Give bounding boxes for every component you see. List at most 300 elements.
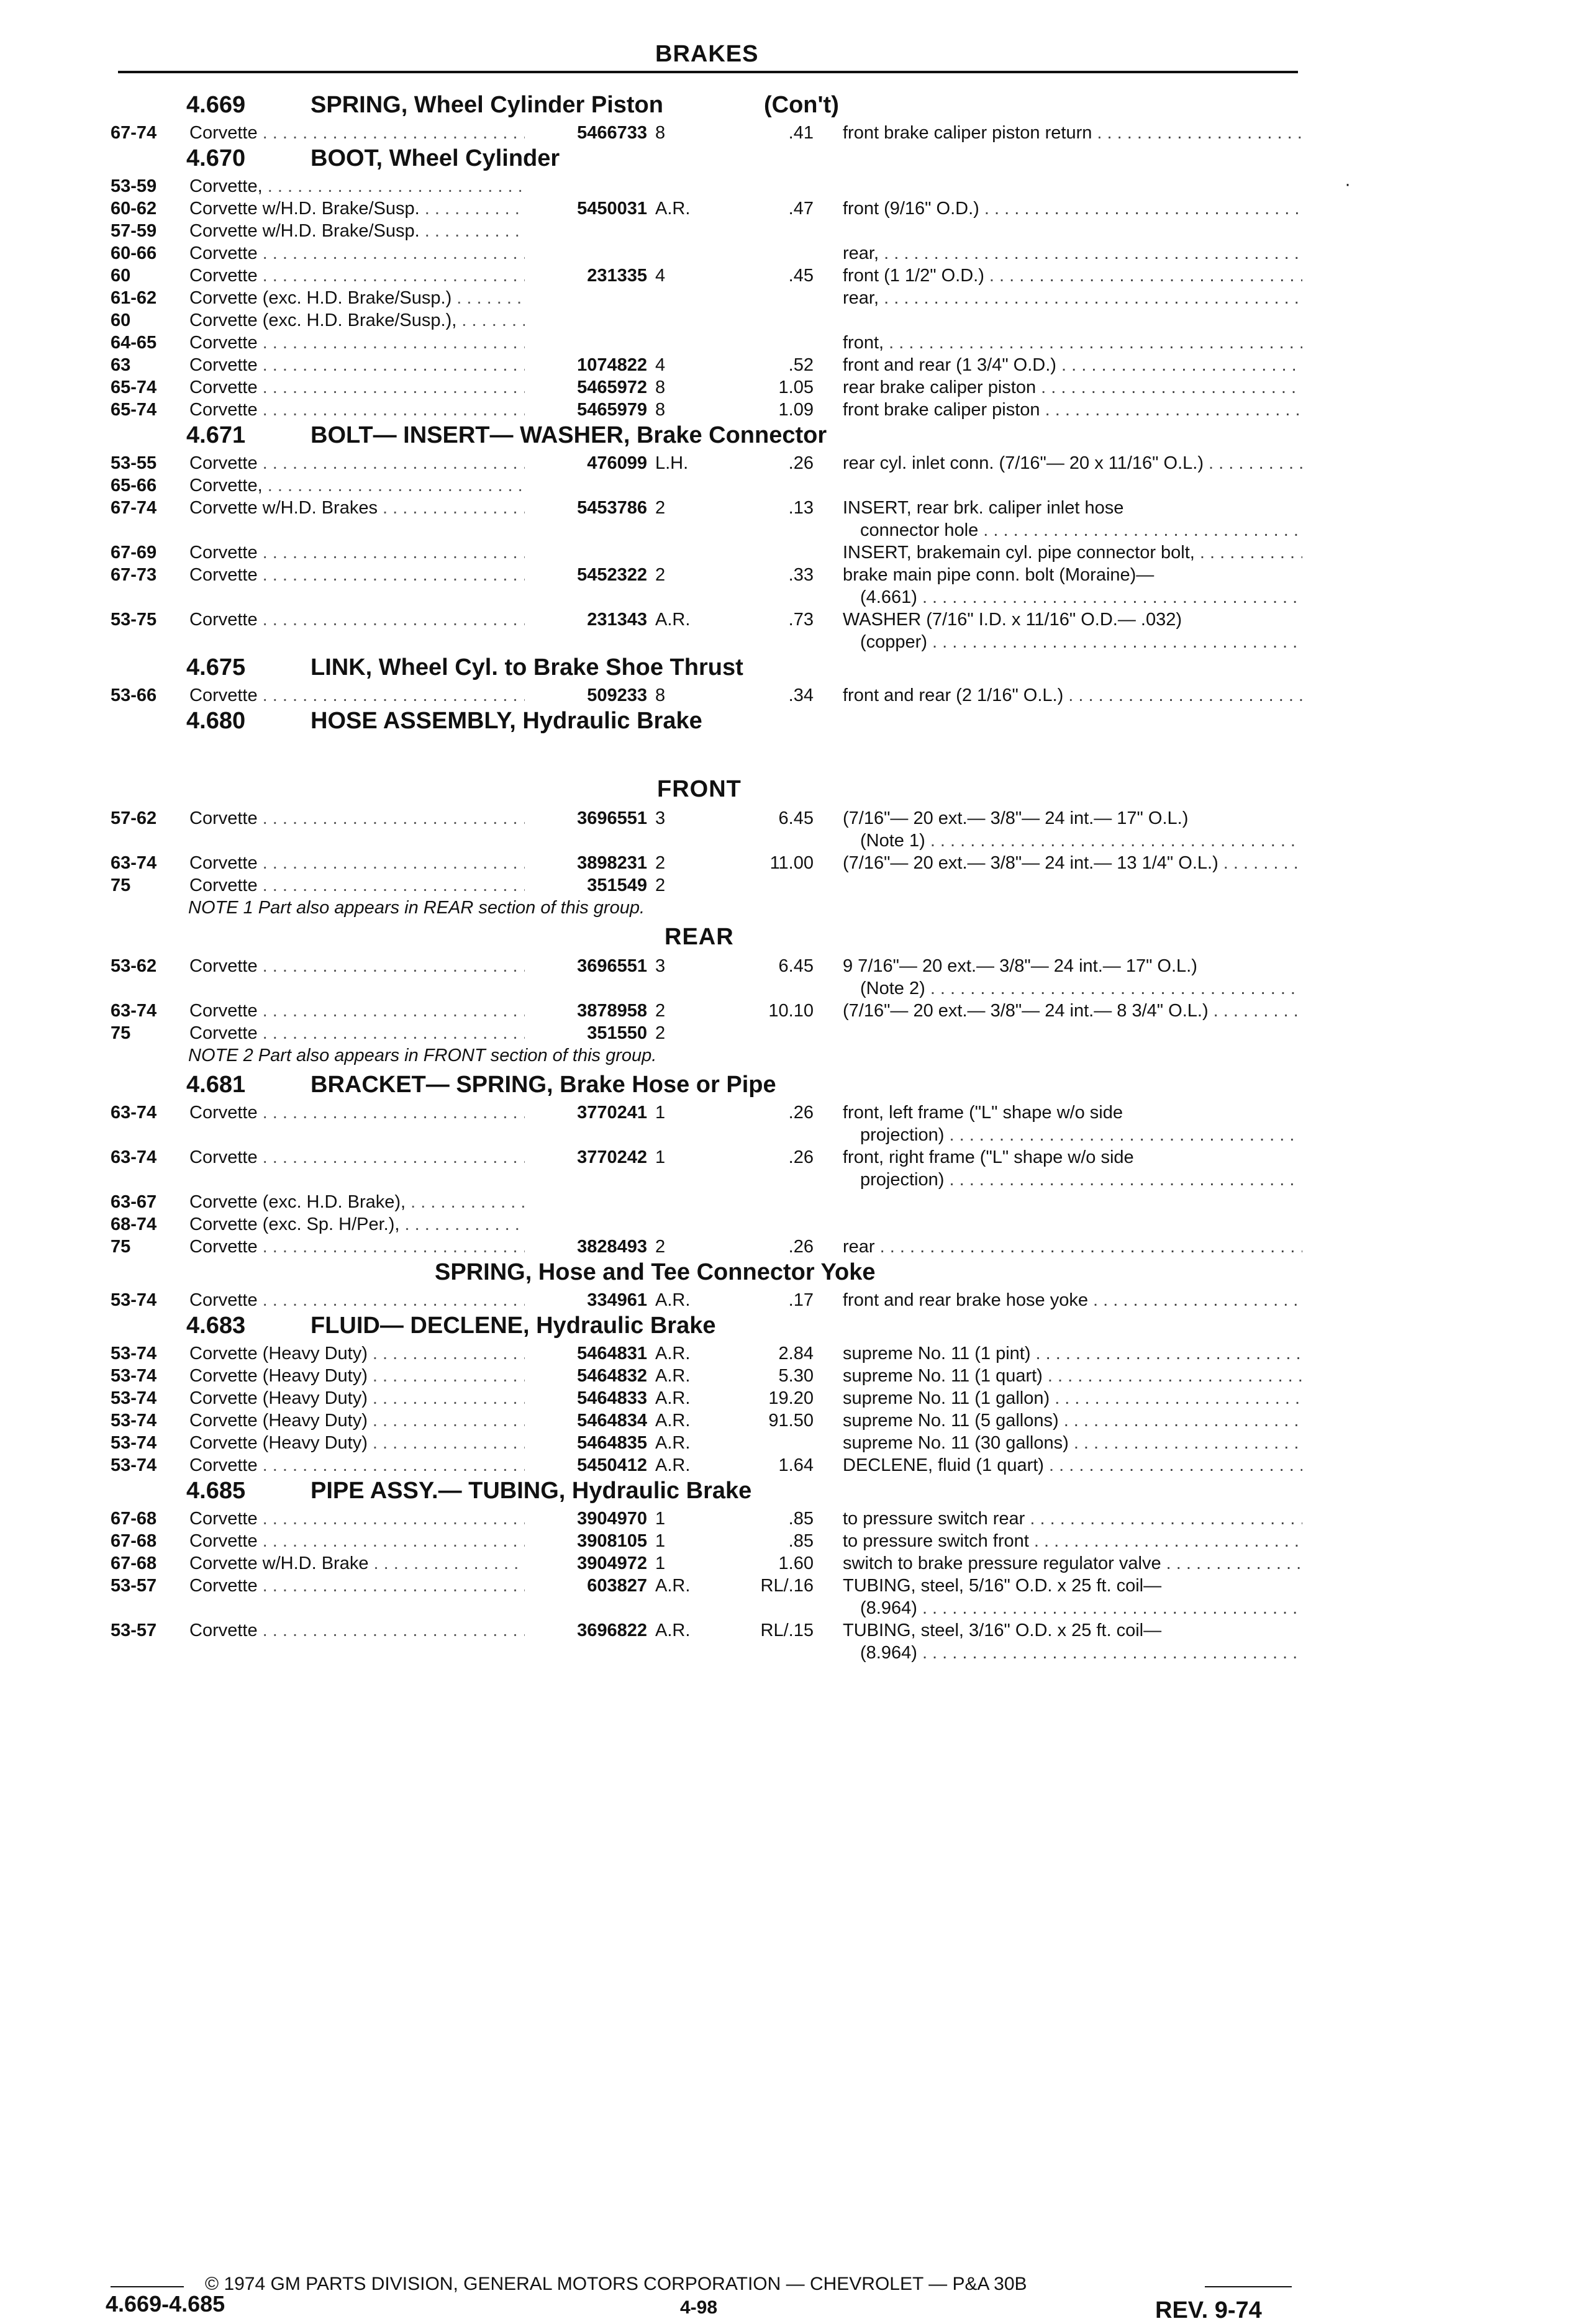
quantity: 2 (655, 565, 666, 585)
section-title: SPRING, Hose and Tee Connector Yoke (435, 1259, 876, 1285)
table-row (0, 1344, 1570, 1365)
table-row (0, 808, 1570, 830)
part-number: 3770241 (577, 1103, 647, 1123)
section-number: 4.685 (186, 1478, 246, 1504)
part-number: 5464831 (577, 1344, 647, 1363)
description: front, . . . (843, 333, 1302, 353)
year-range: 53-75 (111, 610, 157, 630)
footer-range: 4.669-4.685 (106, 2291, 225, 2317)
table-row (0, 1366, 1570, 1387)
price: 1.60 (778, 1553, 814, 1573)
model: Corvette (exc. H.D. Brake/Susp.) . . . (189, 288, 525, 309)
table-row (0, 333, 1570, 354)
table-row (0, 1433, 1570, 1454)
year-range: 75 (111, 1237, 131, 1257)
part-number: 5465979 (577, 400, 647, 420)
table-row (0, 1411, 1570, 1432)
part-number: 603827 (587, 1576, 647, 1596)
part-number: 1074822 (577, 355, 647, 375)
table-row (0, 685, 1570, 707)
table-row (0, 853, 1570, 874)
part-number: 5450412 (577, 1455, 647, 1475)
description: rear brake caliper piston . . . (843, 378, 1302, 398)
description: supreme No. 11 (30 gallons) . . . (843, 1433, 1302, 1454)
table-row (0, 378, 1570, 399)
section-heading (0, 654, 1570, 683)
description: brake main pipe conn. bolt (Moraine)— (843, 565, 1155, 585)
year-range: 53-57 (111, 1621, 157, 1640)
part-number: 351550 (587, 1023, 647, 1043)
table-row (0, 1001, 1570, 1022)
quantity: A.R. (655, 199, 691, 219)
description: (7/16"— 20 ext.— 3/8"— 24 int.— 13 1/4" O.L.) . . . (843, 853, 1302, 874)
description: to pressure switch front . . . (843, 1531, 1302, 1552)
footnote: NOTE 2 Part also appears in FRONT section of this group. (188, 1046, 657, 1065)
price: .41 (788, 123, 814, 143)
footer-revision: REV. 9-74 (1155, 2297, 1262, 2323)
subgroup-label: FRONT (657, 776, 742, 802)
section-heading (0, 1478, 1570, 1506)
description-continued: projection) . . . (860, 1170, 1301, 1190)
part-number: 5453786 (577, 498, 647, 518)
description: TUBING, steel, 3/16" O.D. x 25 ft. coil— (843, 1621, 1162, 1640)
model: Corvette (exc. Sp. H/Per.), . . . (189, 1214, 525, 1235)
description: (7/16"— 20 ext.— 3/8"— 24 int.— 8 3/4" O.L.) . . . (843, 1001, 1302, 1021)
price: .45 (788, 266, 814, 286)
footer-rule-left (111, 2286, 184, 2287)
year-range: 67-68 (111, 1531, 157, 1551)
description: (7/16"— 20 ext.— 3/8"— 24 int.— 17" O.L.) (843, 808, 1189, 828)
model: Corvette (Heavy Duty) . . . (189, 1411, 525, 1431)
year-range: 60-62 (111, 199, 157, 219)
year-range: 67-69 (111, 543, 157, 563)
year-range: 63 (111, 355, 131, 375)
price: 5.30 (778, 1366, 814, 1386)
section-heading (0, 92, 1570, 120)
quantity: A.R. (655, 1290, 691, 1310)
quantity: 3 (655, 956, 666, 976)
quantity: 8 (655, 123, 666, 143)
speck-mark: · (1345, 174, 1351, 194)
model: Corvette . . . (189, 1023, 525, 1044)
table-row (0, 1531, 1570, 1552)
model: Corvette w/H.D. Brake/Susp. . . . (189, 199, 525, 219)
quantity: A.R. (655, 1576, 691, 1596)
year-range: 63-74 (111, 1147, 157, 1167)
model: Corvette (Heavy Duty) . . . (189, 1433, 525, 1454)
part-number: 3696822 (577, 1621, 647, 1640)
model: Corvette . . . (189, 543, 525, 563)
description: front brake caliper piston . . . (843, 400, 1302, 420)
footer-page-number: 4-98 (680, 2297, 718, 2318)
quantity: 8 (655, 378, 666, 397)
table-row (0, 400, 1570, 421)
table-row (0, 266, 1570, 287)
part-number: 5464832 (577, 1366, 647, 1386)
model: Corvette . . . (189, 808, 525, 829)
model: Corvette . . . (189, 685, 525, 706)
price: RL/.15 (760, 1621, 814, 1640)
price: 1.05 (778, 378, 814, 397)
price: 10.10 (768, 1001, 814, 1021)
description: supreme No. 11 (1 gallon) . . . (843, 1388, 1302, 1409)
part-number: 231343 (587, 610, 647, 630)
year-range: 65-74 (111, 378, 157, 397)
price: .34 (788, 685, 814, 705)
year-range: 53-74 (111, 1344, 157, 1363)
description-continued: (8.964) . . . (860, 1643, 1301, 1663)
year-range: 64-65 (111, 333, 157, 353)
year-range: 53-62 (111, 956, 157, 976)
footer-copyright: © 1974 GM PARTS DIVISION, GENERAL MOTORS CORPORATION — CHEVROLET — P&A 30B (205, 2274, 1027, 2294)
year-range: 67-74 (111, 123, 157, 143)
table-row (0, 1509, 1570, 1530)
section-title: BOOT, Wheel Cylinder (311, 145, 560, 171)
model: Corvette (Heavy Duty) . . . (189, 1344, 525, 1364)
section-number: 4.669 (186, 92, 246, 118)
model: Corvette . . . (189, 378, 525, 398)
description: rear . . . (843, 1237, 1302, 1257)
year-range: 53-57 (111, 1576, 157, 1596)
quantity: 4 (655, 266, 666, 286)
part-number: 351549 (587, 875, 647, 895)
subgroup-label: REAR (665, 924, 734, 950)
model: Corvette . . . (189, 453, 525, 474)
quantity: A.R. (655, 1455, 691, 1475)
table-row (0, 243, 1570, 265)
part-number: 5465972 (577, 378, 647, 397)
year-range: 53-74 (111, 1366, 157, 1386)
model: Corvette . . . (189, 956, 525, 977)
year-range: 65-66 (111, 476, 157, 495)
section-continued: (Con't) (764, 92, 839, 118)
year-range: 53-66 (111, 685, 157, 705)
header-rule (118, 71, 1298, 73)
year-range: 67-68 (111, 1509, 157, 1529)
part-number: 3770242 (577, 1147, 647, 1167)
footer-rule-right (1205, 2286, 1292, 2287)
model: Corvette . . . (189, 1001, 525, 1021)
model: Corvette . . . (189, 1455, 525, 1476)
description: front (9/16" O.D.) . . . (843, 199, 1302, 219)
table-row (0, 1192, 1570, 1213)
description-continued: (4.661) . . . (860, 587, 1301, 608)
part-number: 5466733 (577, 123, 647, 143)
table-row (0, 1147, 1570, 1169)
model: Corvette, . . . (189, 476, 525, 496)
year-range: 63-74 (111, 853, 157, 873)
table-row (0, 476, 1570, 497)
description: rear, . . . (843, 288, 1302, 309)
description-continued: (copper) . . . (860, 632, 1301, 653)
quantity: 8 (655, 685, 666, 705)
quantity: 1 (655, 1531, 666, 1551)
year-range: 67-73 (111, 565, 157, 585)
table-row (0, 498, 1570, 519)
price: .73 (788, 610, 814, 630)
price: .85 (788, 1531, 814, 1551)
price: 19.20 (768, 1388, 814, 1408)
part-number: 231335 (587, 266, 647, 286)
quantity: 8 (655, 400, 666, 420)
price: .33 (788, 565, 814, 585)
model: Corvette w/H.D. Brake . . . (189, 1553, 525, 1574)
description: INSERT, rear brk. caliper inlet hose (843, 498, 1124, 518)
quantity: 2 (655, 853, 666, 873)
year-range: 57-59 (111, 221, 157, 241)
year-range: 53-74 (111, 1433, 157, 1453)
description-continued: projection) . . . (860, 1125, 1301, 1146)
part-number: 3696551 (577, 956, 647, 976)
description: supreme No. 11 (5 gallons) . . . (843, 1411, 1302, 1431)
table-row (0, 1455, 1570, 1476)
price: RL/.16 (760, 1576, 814, 1596)
model: Corvette . . . (189, 853, 525, 874)
year-range: 65-74 (111, 400, 157, 420)
model: Corvette . . . (189, 1147, 525, 1168)
year-range: 60-66 (111, 243, 157, 263)
page-title: BRAKES (655, 41, 759, 67)
description: to pressure switch rear . . . (843, 1509, 1302, 1529)
table-row (0, 1621, 1570, 1642)
quantity: 2 (655, 498, 666, 518)
model: Corvette . . . (189, 1290, 525, 1311)
model: Corvette . . . (189, 1237, 525, 1257)
section-number: 4.670 (186, 145, 246, 171)
section-number: 4.675 (186, 654, 246, 680)
year-range: 75 (111, 875, 131, 895)
quantity: 1 (655, 1147, 666, 1167)
section-heading (0, 422, 1570, 451)
price: 1.09 (778, 400, 814, 420)
table-row (0, 956, 1570, 977)
year-range: 75 (111, 1023, 131, 1043)
part-number: 3878958 (577, 1001, 647, 1021)
table-row (0, 610, 1570, 631)
footnote: NOTE 1 Part also appears in REAR section of this group. (188, 898, 645, 918)
quantity: 1 (655, 1553, 666, 1573)
description-continued: (8.964) . . . (860, 1598, 1301, 1619)
table-row (0, 1290, 1570, 1311)
description: front, left frame ("L" shape w/o side (843, 1103, 1123, 1123)
part-number: 334961 (587, 1290, 647, 1310)
model: Corvette . . . (189, 1621, 525, 1641)
model: Corvette . . . (189, 266, 525, 286)
model: Corvette w/H.D. Brakes . . . (189, 498, 525, 518)
model: Corvette . . . (189, 123, 525, 143)
year-range: 68-74 (111, 1214, 157, 1234)
description: supreme No. 11 (1 pint) . . . (843, 1344, 1302, 1364)
section-heading (0, 1072, 1570, 1100)
description: rear cyl. inlet conn. (7/16"— 20 x 11/16" O.L.) . . . (843, 453, 1302, 474)
price: .17 (788, 1290, 814, 1310)
model: Corvette . . . (189, 333, 525, 353)
part-number: 509233 (587, 685, 647, 705)
year-range: 63-67 (111, 1192, 157, 1212)
table-row (0, 1237, 1570, 1258)
year-range: 53-55 (111, 453, 157, 473)
description: TUBING, steel, 5/16" O.D. x 25 ft. coil— (843, 1576, 1162, 1596)
section-title: FLUID— DECLENE, Hydraulic Brake (311, 1313, 716, 1339)
part-number: 5464833 (577, 1388, 647, 1408)
model: Corvette . . . (189, 1576, 525, 1596)
description: 9 7/16"— 20 ext.— 3/8"— 24 int.— 17" O.L.) (843, 956, 1197, 976)
price: .52 (788, 355, 814, 375)
quantity: A.R. (655, 610, 691, 630)
part-number: 3904970 (577, 1509, 647, 1529)
section-title: LINK, Wheel Cyl. to Brake Shoe Thrust (311, 654, 743, 680)
quantity: 1 (655, 1509, 666, 1529)
description: front and rear (1 3/4" O.D.) . . . (843, 355, 1302, 376)
table-row (0, 310, 1570, 332)
quantity: A.R. (655, 1366, 691, 1386)
price: .47 (788, 199, 814, 219)
section-title: BOLT— INSERT— WASHER, Brake Connector (311, 422, 827, 448)
quantity: A.R. (655, 1411, 691, 1431)
price: .26 (788, 1103, 814, 1123)
section-title: PIPE ASSY.— TUBING, Hydraulic Brake (311, 1478, 752, 1504)
model: Corvette . . . (189, 243, 525, 264)
part-number: 476099 (587, 453, 647, 473)
model: Corvette . . . (189, 1103, 525, 1123)
year-range: 53-59 (111, 176, 157, 196)
year-range: 63-74 (111, 1103, 157, 1123)
year-range: 67-68 (111, 1553, 157, 1573)
table-row (0, 543, 1570, 564)
description: supreme No. 11 (1 quart) . . . (843, 1366, 1302, 1386)
table-row (0, 1103, 1570, 1124)
quantity: 4 (655, 355, 666, 375)
part-number: 3904972 (577, 1553, 647, 1573)
section-number: 4.680 (186, 708, 246, 734)
model: Corvette . . . (189, 400, 525, 420)
part-number: 3828493 (577, 1237, 647, 1257)
price: .13 (788, 498, 814, 518)
description: front and rear (2 1/16" O.L.) . . . (843, 685, 1302, 706)
table-row (0, 453, 1570, 474)
model: Corvette (exc. H.D. Brake/Susp.), . . . (189, 310, 525, 331)
part-number: 3908105 (577, 1531, 647, 1551)
description: front brake caliper piston return . . . (843, 123, 1302, 143)
quantity: A.R. (655, 1621, 691, 1640)
section-title: BRACKET— SPRING, Brake Hose or Pipe (311, 1072, 776, 1098)
section-title: SPRING, Wheel Cylinder Piston (311, 92, 663, 118)
table-row (0, 1576, 1570, 1597)
year-range: 53-74 (111, 1411, 157, 1431)
description-continued: (Note 2) . . . (860, 979, 1301, 999)
section-number: 4.683 (186, 1313, 246, 1339)
table-row (0, 221, 1570, 242)
part-number: 5464835 (577, 1433, 647, 1453)
table-row (0, 565, 1570, 586)
part-number: 5450031 (577, 199, 647, 219)
price: 11.00 (769, 853, 814, 873)
description: front (1 1/2" O.D.) . . . (843, 266, 1302, 286)
section-title: HOSE ASSEMBLY, Hydraulic Brake (311, 708, 702, 734)
model: Corvette . . . (189, 1509, 525, 1529)
description-continued: connector hole . . . (860, 520, 1301, 541)
table-row (0, 875, 1570, 897)
part-number: 5464834 (577, 1411, 647, 1431)
table-row (0, 1023, 1570, 1044)
section-number: 4.681 (186, 1072, 246, 1098)
description: switch to brake pressure regulator valve . . . (843, 1553, 1302, 1574)
year-range: 67-74 (111, 498, 157, 518)
quantity: L.H. (655, 453, 689, 473)
section-heading (0, 708, 1570, 736)
description: front and rear brake hose yoke . . . (843, 1290, 1302, 1311)
year-range: 53-74 (111, 1455, 157, 1475)
model: Corvette (Heavy Duty) . . . (189, 1366, 525, 1386)
price: 2.84 (778, 1344, 814, 1363)
section-heading (0, 1313, 1570, 1341)
model: Corvette . . . (189, 875, 525, 896)
quantity: 3 (655, 808, 666, 828)
price: 91.50 (768, 1411, 814, 1431)
quantity: A.R. (655, 1433, 691, 1453)
section-heading (0, 1259, 1570, 1288)
price: .26 (788, 1147, 814, 1167)
part-number: 5452322 (577, 565, 647, 585)
quantity: 1 (655, 1103, 666, 1123)
quantity: 2 (655, 875, 666, 895)
model: Corvette . . . (189, 565, 525, 586)
model: Corvette w/H.D. Brake/Susp. . . . (189, 221, 525, 242)
description-continued: (Note 1) . . . (860, 831, 1301, 851)
price: 6.45 (778, 956, 814, 976)
model: Corvette . . . (189, 355, 525, 376)
model: Corvette (exc. H.D. Brake), . . . (189, 1192, 525, 1213)
year-range: 53-74 (111, 1290, 157, 1310)
quantity: 2 (655, 1237, 666, 1257)
table-row (0, 199, 1570, 220)
year-range: 61-62 (111, 288, 157, 308)
table-row (0, 176, 1570, 197)
model: Corvette (Heavy Duty) . . . (189, 1388, 525, 1409)
quantity: A.R. (655, 1388, 691, 1408)
description: rear, . . . (843, 243, 1302, 264)
description: front, right frame ("L" shape w/o side (843, 1147, 1134, 1167)
year-range: 60 (111, 310, 131, 330)
price: .26 (788, 1237, 814, 1257)
model: Corvette . . . (189, 1531, 525, 1552)
quantity: 2 (655, 1023, 666, 1043)
year-range: 53-74 (111, 1388, 157, 1408)
description: DECLENE, fluid (1 quart) . . . (843, 1455, 1302, 1476)
section-heading (0, 145, 1570, 174)
price: .85 (788, 1509, 814, 1529)
section-number: 4.671 (186, 422, 246, 448)
description: WASHER (7/16" I.D. x 11/16" O.D.— .032) (843, 610, 1182, 630)
table-row (0, 123, 1570, 144)
description: INSERT, brakemain cyl. pipe connector bolt, . . . (843, 543, 1302, 563)
year-range: 63-74 (111, 1001, 157, 1021)
price: 1.64 (778, 1455, 814, 1475)
year-range: 57-62 (111, 808, 157, 828)
price: 6.45 (778, 808, 814, 828)
quantity: 2 (655, 1001, 666, 1021)
part-number: 3696551 (577, 808, 647, 828)
price: .26 (788, 453, 814, 473)
table-row (0, 1553, 1570, 1575)
table-row (0, 355, 1570, 376)
table-row (0, 288, 1570, 309)
part-number: 3898231 (577, 853, 647, 873)
quantity: A.R. (655, 1344, 691, 1363)
table-row (0, 1214, 1570, 1236)
year-range: 60 (111, 266, 131, 286)
model: Corvette . . . (189, 610, 525, 630)
